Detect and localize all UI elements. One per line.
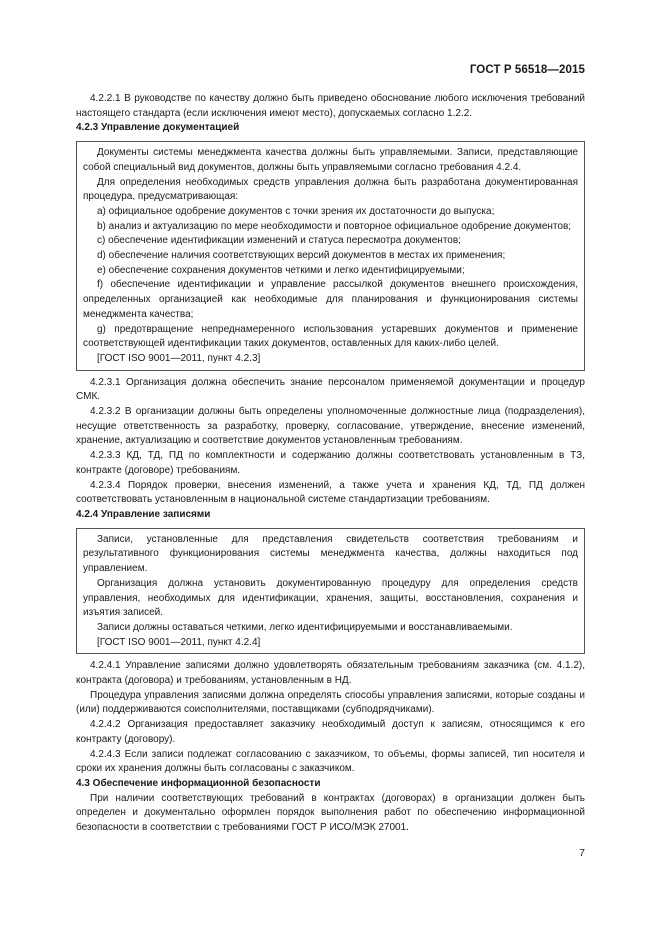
clause-4-2-4-1: 4.2.4.1 Управление записями должно удовлетворять обязательным требованиям заказчика (см. 4.1.2), контракта (договора) и требованиям, установленным в НД. bbox=[76, 660, 585, 687]
clause-4-3: При наличии соответствующих требований в контрактах (договорах) в организации должен быть определен и документально оформлен порядок выполнения работ по обеспечению информационной безопасности в соответствии с требованиями ГОСТ Р ИСО/МЭК 27001. bbox=[76, 792, 585, 834]
quote-list-item: g) предотвращение непреднамеренного использования устаревших документов и применение соответствующей идентификации таких документов, оставленных для каких-либо целей. bbox=[83, 323, 578, 350]
quote-iso-4-2-3 bbox=[76, 141, 585, 371]
clause-4-2-3-1: 4.2.3.1 Организация должна обеспечить знание персоналом применяемой документации и процедур СМК. bbox=[76, 376, 585, 403]
quote-paragraph: Документы системы менеджмента качества должны быть управляемыми. Записи, представляющие собой специальный вид документов, должны быть управляемыми согласно требования 4.2.4. bbox=[83, 147, 578, 173]
quote-paragraph: Для определения необходимых средств управления должна быть разработана документированная процедура, предусматривающая: bbox=[83, 176, 578, 203]
quote-paragraph: Записи, установленные для представления свидетельств соответствия требованиям и результативного функционирования системы менеджмента качества, должны находиться под управлением. bbox=[83, 533, 578, 575]
heading-4-2-3: 4.2.3 Управление документацией bbox=[76, 122, 240, 134]
document-code: ГОСТ Р 56518—2015 bbox=[469, 64, 585, 76]
heading-4-2-4: 4.2.4 Управление записями bbox=[76, 508, 211, 520]
clause-4-2-2-1: 4.2.2.1 В руководстве по качеству должно быть приведено обоснование любого исключения требований настоящего стандарта (если исключения имеют место), допускаемых согласно 1.2.2. bbox=[76, 93, 585, 119]
quote-list-item: b) анализ и актуализацию по мере необходимости и повторное официальное одобрение документов; bbox=[97, 220, 572, 232]
quote-list-item: e) обеспечение сохранения документов четкими и легко идентифицируемыми; bbox=[97, 264, 465, 276]
quote-list-item: c) обеспечение идентификации изменений и статуса пересмотра документов; bbox=[97, 235, 461, 247]
quote-paragraph: Организация должна установить документированную процедуру для определения средств управления, необходимых для идентификации, хранения, защиты, восстановления, сохранения и изъятия записей. bbox=[83, 577, 578, 619]
quote-reference: [ГОСТ ISO 9001—2011, пункт 4.2.3] bbox=[97, 352, 261, 364]
clause-4-2-3-3: 4.2.3.3 КД, ТД, ПД по комплектности и содержанию должны соответствовать установленным в ТЗ, контракте (договоре) требованиям. bbox=[76, 450, 585, 476]
quote-paragraph: Записи должны оставаться четкими, легко идентифицируемыми и восстанавливаемыми. bbox=[97, 621, 513, 633]
page-content bbox=[76, 92, 585, 836]
quote-list-item: a) официальное одобрение документов с точки зрения их достаточности до выпуска; bbox=[97, 205, 495, 217]
quote-reference: [ГОСТ ISO 9001—2011, пункт 4.2.4] bbox=[97, 636, 261, 648]
clause-4-2-4-1-continued: Процедура управления записями должна определять способы управления записями, которые созданы и (или) поддерживаются соисполнителями, поставщиками (субподрядчиками). bbox=[76, 689, 585, 716]
quote-list-item: f) обеспечение идентификации и управление рассылкой документов внешнего происхождения, определенных организацией как необходимые для планирования и функционирования системы менеджмента качества; bbox=[83, 279, 578, 320]
quote-list-item: d) обеспечение наличия соответствующих версий документов в местах их применения; bbox=[97, 250, 506, 262]
page-number: 7 bbox=[579, 847, 585, 859]
clause-4-2-3-4: 4.2.3.4 Порядок проверки, внесения изменений, а также учета и хранения КД, ТД, ПД должен соответствовать установленным в национальной системе стандартизации требованиям. bbox=[76, 479, 585, 506]
clause-4-2-4-3: 4.2.4.3 Если записи подлежат согласованию с заказчиком, то объемы, формы записей, тип носителя и сроки их хранения должны быть согласованы с заказчиком. bbox=[76, 748, 585, 775]
heading-4-3: 4.3 Обеспечение информационной безопасности bbox=[76, 777, 321, 789]
clause-4-2-4-2: 4.2.4.2 Организация предоставляет заказчику необходимый доступ к записям, относящимся к его контракту (договору). bbox=[76, 719, 585, 745]
clause-4-2-3-2: 4.2.3.2 В организации должны быть определены уполномоченные должностные лица (подразделения), несущие ответственность за разработку, проверку, согласование, утверждение, внесение изменений, хранение, актуализацию и соответствие документов установленным требованиям. bbox=[76, 406, 585, 447]
quote-iso-4-2-4 bbox=[76, 528, 585, 655]
